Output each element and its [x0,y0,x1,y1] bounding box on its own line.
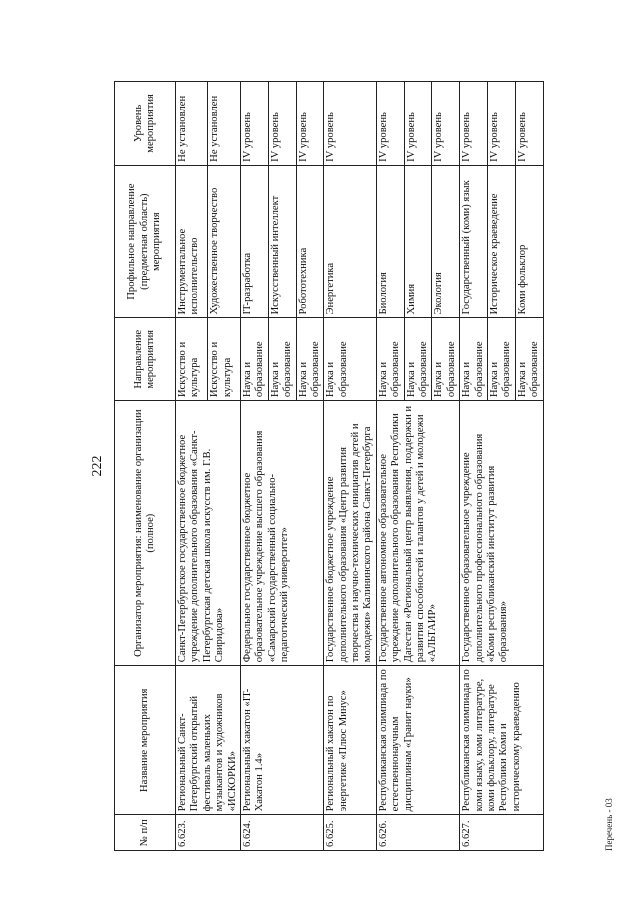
header-name: Название мероприятия [115,666,176,815]
event-level: IV уровень [432,82,460,166]
page-number: 222 [90,455,105,477]
event-level: IV уровень [404,82,432,166]
event-direction: Наука и образование [324,318,377,401]
event-name: Региональный хакатон «IT-Хакатон 1.4» [240,666,323,815]
events-table [114,81,544,851]
event-organizer: Государственное образовательное учреждение дополнительного профессионального образования «Коми республиканский институт развития образования» [460,401,543,666]
event-direction: Наука и образование [432,318,460,401]
table-row [460,82,488,851]
event-level: Не установлен [176,82,208,166]
event-organizer: Санкт-Петербургское государственное бюджетное учреждение дополнительного образования «Санкт-Петербургская детская школа искусств им. Г.В. Свиридова» [176,401,241,666]
table-body [176,82,544,851]
event-profile: Энергетика [324,165,377,318]
footer-note: Перечень - 03 [604,798,614,851]
event-direction: Наука и образование [376,318,404,401]
event-profile: Историческое краеведение [487,165,515,318]
event-number: 6.627. [460,815,543,851]
event-direction: Наука и образование [296,318,324,401]
event-profile: Художественное творчество [208,165,240,318]
event-level: IV уровень [376,82,404,166]
event-direction: Наука и образование [460,318,488,401]
table-row [240,82,268,851]
event-organizer: Федеральное государственное бюджетное образовательное учреждение высшего образования «Самарский государственный социально-педагогический университет» [240,401,323,666]
event-direction: Наука и образование [487,318,515,401]
event-profile: Инструментальное исполнительство [176,165,208,318]
header-level: Уровень мероприятия [115,82,176,166]
table-row [324,82,377,851]
event-direction: Наука и образование [515,318,543,401]
event-level: IV уровень [515,82,543,166]
event-direction: Наука и образование [268,318,296,401]
rotated-content [90,81,614,851]
event-profile: Химия [404,165,432,318]
event-number: 6.624. [240,815,323,851]
event-name: Региональный хакатон по энергетике «Плюс Минус» [324,666,377,815]
header-direction: Направление мероприятия [115,318,176,401]
event-profile: IT-разработка [240,165,268,318]
event-organizer: Государственное бюджетное учреждение дополнительного образования «Центр развития творчества и научно-технических инициатив детей и молодежи» Калининского района Санкт-Петербурга [324,401,377,666]
event-direction: Искусство и культура [176,318,208,401]
event-profile: Биология [376,165,404,318]
event-profile: Робототехника [296,165,324,318]
event-direction: Искусство и культура [208,318,240,401]
event-profile: Государственный (коми) язык [460,165,488,318]
header-profile: Профильное направление (предметная область) мероприятия [115,165,176,318]
event-organizer: Государственное автономное образовательное учреждение дополнительного образования Республики Дагестан «Региональный центр выявления, поддержки и развития способностей и талантов у детей и молодежи «АЛЬТАИР» [376,401,459,666]
event-level: IV уровень [240,82,268,166]
event-name: Республиканская олимпиада по естественнонаучным дисциплинам «Гранит науки» [376,666,459,815]
event-level: Не установлен [208,82,240,166]
event-number: 6.626. [376,815,459,851]
event-level: IV уровень [487,82,515,166]
event-number: 6.623. [176,815,241,851]
event-level: IV уровень [324,82,377,166]
event-level: IV уровень [296,82,324,166]
event-level: IV уровень [460,82,488,166]
event-direction: Наука и образование [240,318,268,401]
event-profile: Коми фольклор [515,165,543,318]
event-number: 6.625. [324,815,377,851]
header-organizer: Организатор мероприятия: наименование организации (полное) [115,401,176,666]
event-name: Региональный Санкт-Петербургский открытый фестиваль маленьких музыкантов и художников «ИСКОРКИ» [176,666,241,815]
event-name: Республиканская олимпиада по коми языку, коми литературе, коми фольклору, литературе Республики Коми и историческому краеведению [460,666,543,815]
event-profile: Экология [432,165,460,318]
header-num: № п/п [115,815,176,851]
table-row [376,82,404,851]
event-direction: Наука и образование [404,318,432,401]
event-profile: Искусственный интеллект [268,165,296,318]
event-level: IV уровень [268,82,296,166]
table-row [176,82,208,851]
table-header-row [115,82,176,851]
